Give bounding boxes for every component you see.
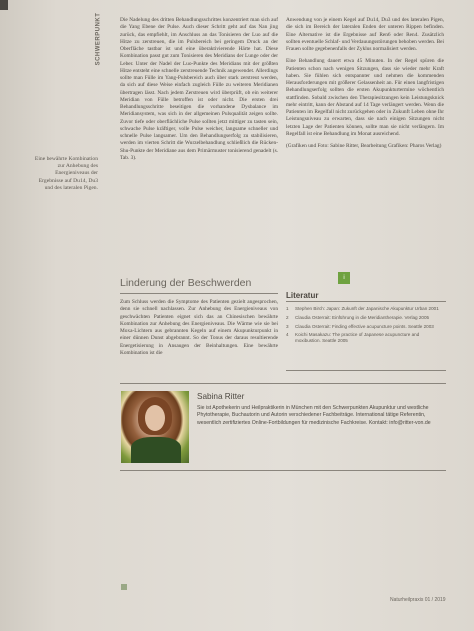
literature-rule [286,301,446,302]
literature-icon: i [338,272,350,284]
literature-end-rule [286,370,446,371]
corner-marker [0,0,8,10]
author-bottom-rule [120,470,446,471]
author-photo [121,391,189,463]
section-tab-label: SCHWERPUNKT [95,12,102,66]
literature-title: Literatur [286,291,319,300]
article-column-1-after-heading [120,299,278,362]
author-top-rule [120,383,446,384]
column-2-paragraph-2: Eine Behandlung dauert etwa 45 Minuten. In der Regel spüren die Patienten schon nach wenigen Sitzungen, dass sie wieder mehr Kraft haben. Sie fühlen sich entspannter und nehmen die kommenden Herausforderungen mit größerer Gelassenheit an. Für einen langfristigen Behandlungserfolg sollten die ersten Akupunkturtermine wöchentlich stattfinden. Sobald zwischen den Therapiesitzungen kein Leistungsknick mehr eintritt, kann der Abstand auf 14 Tage verlängert werden. Wenn die Patienten im Regelfall nicht zurückgehen oder in Zukunft Leben ohne Ihr Leistungsniveau zu erwarten, dass sie nach einigen Sitzungen nicht letzten Lage der Patienten können, sollte man sie nicht verlängern. Im Regelfall ist eine Behandlung im Monat ausreichend. [286,58,444,137]
footer-marker [121,584,127,590]
section-heading: Linderung der Beschwerden [120,277,252,289]
literature-item: 3 Claudia Osterrait: Finding effective acupuncture points. Seattle 2003 [286,323,434,329]
side-note: Eine bewährte Kombination zur Anhebung des Energieniveaus der Ergebnisse auf Du14, Du3 und des lateralen Pigen. [34,156,98,191]
photo-shoulders [131,437,181,463]
literature-list [286,306,446,347]
column-1-paragraph-1: Die Nadelung des dritten Behandlungsschrittes konzentriert man sich auf die Yang Ebene der Pulse. Auch dieser Schritt geht auf das Nan jing zurück, das empfiehlt, im Anschluss an das Tonisieren der Luo auf die Hitze zu zerstreuen, die im Pulsbereich bei geringem Druck an der Oberfläche tastbar ist und eine überaktivierende Härte hat. Diese Kombination passt gut zum Tonisieren des Meridians der Lunge oder der Leber. Unter der Nadel der Luo-Punkte des Meridians mit der größten Hitze entsteht eine schnelle zerstreuende Technik angewendet. Allerdings sollte man Fülle im Yang-Pulsbereich auch über stark zerstreut werden, da sich auf diese Weise einfach zugleich Fülle zu weiteren Meridianen übertragen lässt. Nach jedem Zerstreuen wird überprüft, ob ein weiterer Meridian von Fülle betroffen ist oder nicht. Die ersten drei Behandlungsschritte beseitigen die vorhandene Dysbalance im Meridiansystem, was sich in der allgemeinen Pulsqualität zeigen sollte. Zuvor tiefe oder oberflächliche Pulse sollten jetzt mittiger zu tasten sein, schwache Pulse kräftiger, volle Pulse weicher, langsame schneller und schnelle Pulse langsamer. Um den Behandlungserfolg zu stabilisieren, werden im vierten Schritt die Wurzelbehandlung schließlich die Rücken-Shu-Punkte der Meridiane aus dem Primärmuster tonisierend genadelt (s. Tab. 3). [120,17,278,161]
photo-face [145,405,165,431]
section-tab [95,8,111,78]
literature-item: 1 Stephen Birch: Japan: Zukunft der Japanische Akupunktur Urban 2001 [286,306,439,311]
article-column-2 [286,17,444,155]
page-footer: Naturheilpraxis 01 / 2019 [390,597,446,603]
literature-item: 2 Claudia Osterrait: Einführung in die Meridiantherapie. Verlag 2005 [286,314,430,320]
literature-item: 4 Koichi Masakazu: The practice of Japanese acupuncture and moxibustion. Seattle 2005 [286,332,420,344]
column-1-paragraph-2: Zum Schluss werden die Symptome des Patienten gezielt angesprochen, denn sie schnell nachlassen. Zur Anhebung des Energieniveaus von geschwächten Patienten eignet sich das an Chinesischen bewährte Kombination zur Anhebung des Energieniveaus. Die Wärme wie sie bei Moxa-Lichtern aus gebrannten Kegeln auf einem Akupunkturpunkt in einer dünnen Dunst abgebrannt. So der Tonus der daraus resultierende Energetisierung in Ansaugen der Beinhaltungen. Eine bewährte Kombination ist die [120,299,278,356]
heading-rule [120,293,278,294]
image-credit: (Grafiken und Foto: Sabine Ritter, Bearbeitung Grafiken: Pharos Verlag) [286,143,442,149]
column-2-paragraph-1: Anwendung von je einem Kegel auf Du14, Du3 und des lateralen Pigen, die sich im Bereich der lateralen Enden der unteren Rippen befinden. Eine Alternative ist die Ergebnisse auf Ren6 oder Ren4. Zusätzlich sollten eventuelle Schlaf- und Verdauungsstörungen behoben werden. Bei Frauen sollte gegebenenfalls der Zyklus normalisiert werden. [286,17,444,52]
author-bio: Sie ist Apothekerin und Heilpraktikerin in München mit den Schwerpunkten Akupunktur und westliche Phytotherapie, Buchautorin und Autorin verschiedener Fachbeiträge. International tätige Referentin, wesentlich zertifiziertes Online-Fortbildungen für medizinische Fachkreise. Kontakt: info@ritter-von.de [197,405,431,426]
article-column-1 [120,17,278,167]
author-name: Sabina Ritter [197,392,245,401]
